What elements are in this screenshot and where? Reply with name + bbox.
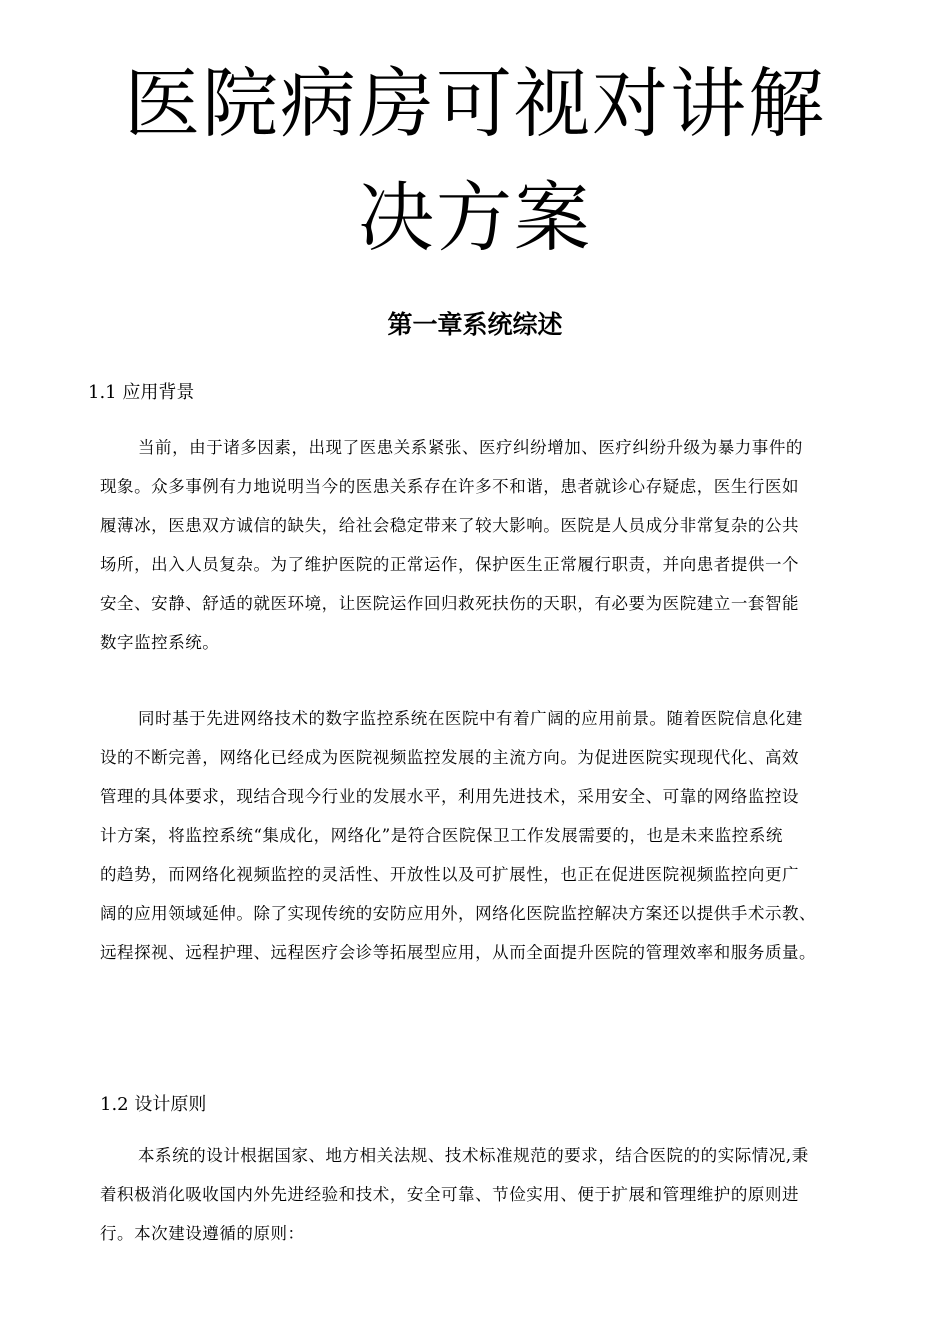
paragraph-line: 远程探视、远程护理、远程医疗会诊等拓展型应用，从而全面提升医院的管理效率和服务质量。 (100, 943, 817, 962)
paragraph-line: 同时基于先进网络技术的数字监控系统在医院中有着广阔的应用前景。随着医院信息化建 (138, 709, 803, 728)
paragraph-line: 场所，出入人员复杂。为了维护医院的正常运作，保护医生正常履行职责，并向患者提供一个 (100, 555, 800, 574)
chapter-title: 第一章系统综述 (387, 310, 563, 339)
paragraph-line: 计方案，将监控系统“集成化，网络化”是符合医院保卫工作发展需要的，也是未来监控系统 (100, 826, 783, 845)
paragraph-background-2 (100, 699, 880, 972)
paragraph-line: 行。本次建设遵循的原则： (100, 1224, 305, 1243)
paragraph-background-1 (100, 428, 870, 662)
section-heading-1-2: 1.2 设计原则 (100, 1094, 207, 1115)
document-title-line-1: 医院病房可视对讲解 (124, 59, 826, 148)
paragraph-line: 阔的应用领域延伸。除了实现传统的安防应用外，网络化医院监控解决方案还以提供手术示教、 (100, 904, 817, 923)
paragraph-line: 当前，由于诸多因素，出现了医患关系紧张、医疗纠纷增加、医疗纠纷升级为暴力事件的 (138, 438, 803, 457)
document-title-line-2: 决方案 (358, 173, 592, 262)
paragraph-line: 设的不断完善，网络化已经成为医院视频监控发展的主流方向。为促进医院实现现代化、高效 (100, 748, 800, 767)
paragraph-line: 安全、安静、舒适的就医环境，让医院运作回归救死扶伤的天职，有必要为医院建立一套智能 (100, 594, 800, 613)
paragraph-line: 履薄冰，医患双方诚信的缺失，给社会稳定带来了较大影响。医院是人员成分非常复杂的公共 (100, 516, 800, 535)
paragraph-line: 现象。众多事例有力地说明当今的医患关系存在许多不和谐，患者就诊心存疑虑，医生行医如 (100, 477, 800, 496)
paragraph-line: 数字监控系统。 (100, 633, 220, 652)
paragraph-line: 管理的具体要求，现结合现今行业的发展水平，利用先进技术，采用安全、可靠的网络监控设 (100, 787, 800, 806)
section-heading-1-1: 1.1 应用背景 (88, 382, 195, 403)
paragraph-line: 的趋势，而网络化视频监控的灵活性、开放性以及可扩展性，也正在促进医院视频监控向更广 (100, 865, 800, 884)
paragraph-line: 本系统的设计根据国家、地方相关法规、技术标准规范的要求，结合医院的的实际情况,秉 (138, 1146, 809, 1165)
paragraph-line: 着积极消化吸收国内外先进经验和技术，安全可靠、节俭实用、便于扩展和管理维护的原则进 (100, 1185, 800, 1204)
paragraph-design-principles (100, 1136, 870, 1253)
